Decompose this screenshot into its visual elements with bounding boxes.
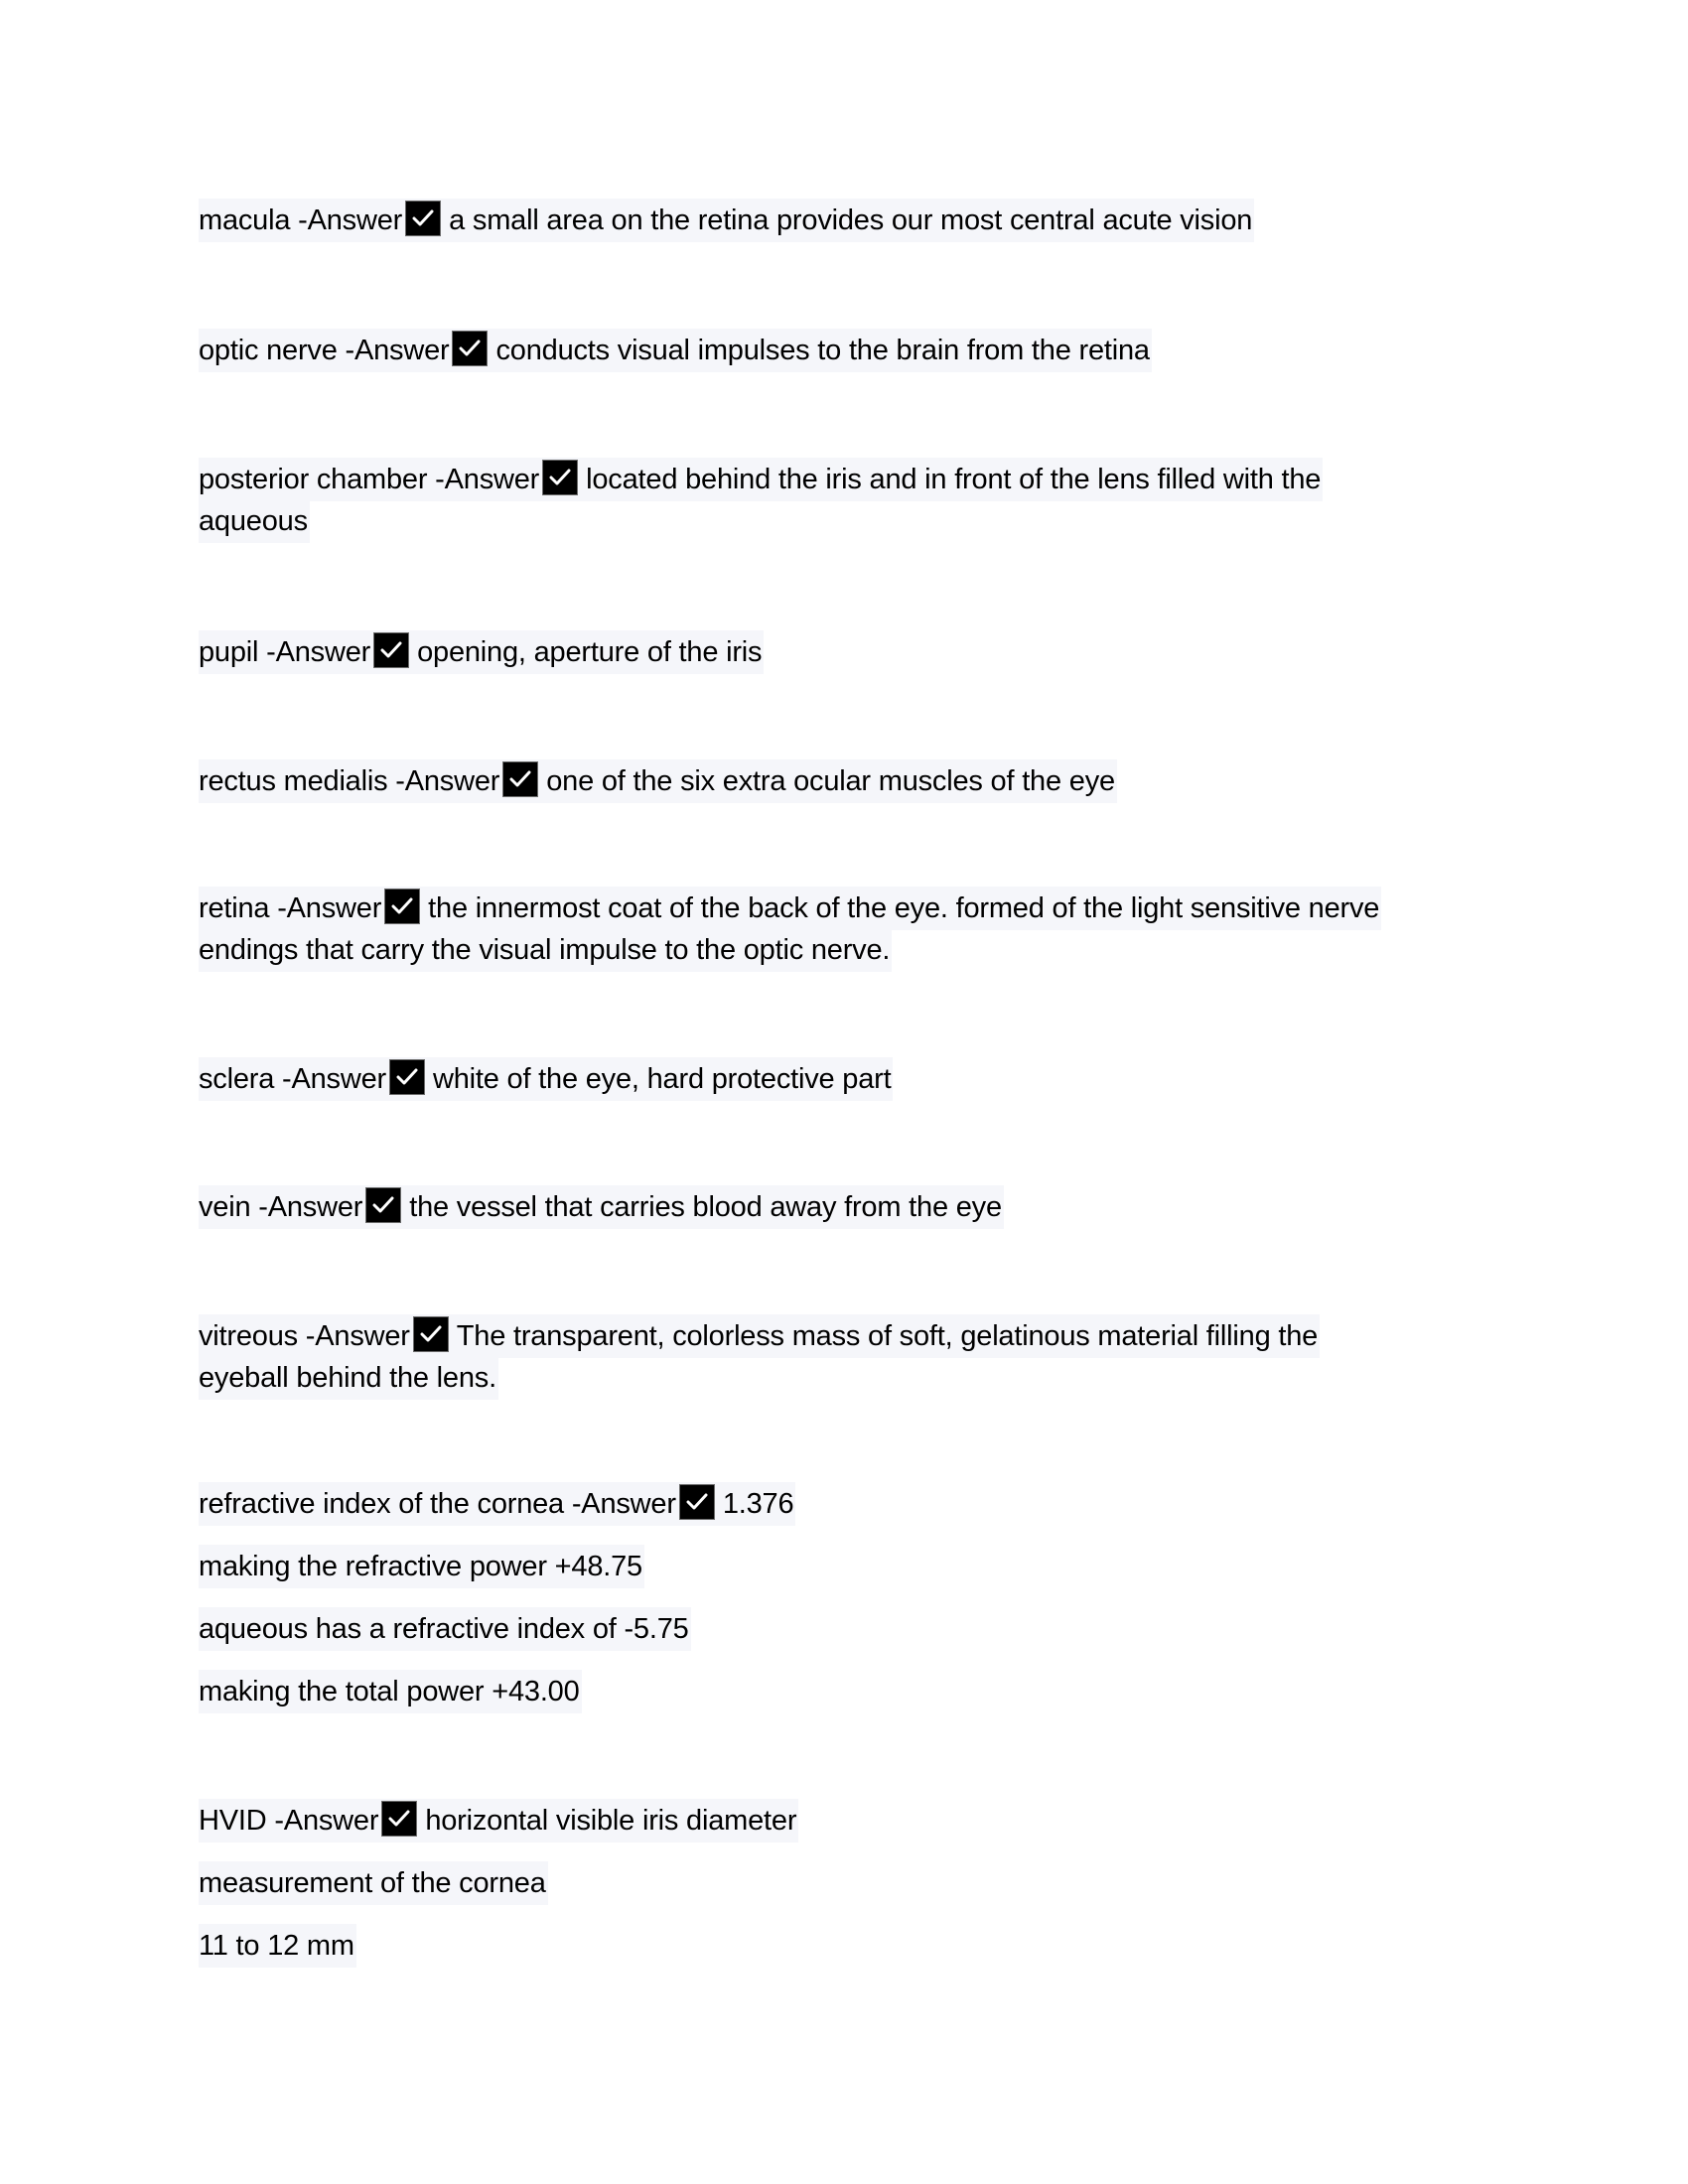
answer-extra-line: aqueous has a refractive index of -5.75 (199, 1607, 691, 1651)
flashcard-entry-hvid (199, 1799, 1499, 1966)
flashcard-entry-vein (199, 1185, 1499, 1227)
checkbox-checked-icon (384, 888, 420, 924)
flashcard-entry-optic-nerve (199, 329, 1499, 370)
term-label: vein -Answer (199, 1191, 363, 1223)
answer-text: the vessel that carries blood away from the eye (409, 1191, 1002, 1223)
entry-first-line (199, 630, 764, 674)
answer-extra-line: 11 to 12 mm (199, 1924, 356, 1968)
flashcard-entry-posterior-chamber (199, 458, 1499, 541)
answer-continuation: eyeball behind the lens. (199, 1356, 498, 1400)
flashcard-entry-pupil (199, 630, 1499, 672)
entry-first-line (199, 887, 1381, 930)
checkbox-checked-icon (381, 1801, 417, 1837)
term-label: sclera -Answer (199, 1063, 386, 1095)
answer-text: conducts visual impulses to the brain from the retina (495, 335, 1150, 366)
entry-first-line (199, 199, 1254, 242)
answer-extra-line: making the total power +43.00 (199, 1670, 582, 1713)
checkbox-checked-icon (502, 761, 538, 797)
entry-first-line (199, 1482, 795, 1526)
checkbox-checked-icon (405, 201, 441, 236)
flashcard-entry-sclera (199, 1057, 1499, 1099)
answer-text: 1.376 (722, 1488, 794, 1520)
term-label: refractive index of the cornea -Answer (199, 1488, 676, 1520)
checkbox-checked-icon (413, 1316, 449, 1352)
entry-first-line (199, 329, 1152, 372)
entry-first-line (199, 458, 1323, 501)
checkbox-checked-icon (373, 632, 409, 668)
answer-text: opening, aperture of the iris (417, 636, 763, 668)
answer-extra-line: making the refractive power +48.75 (199, 1545, 644, 1588)
term-label: posterior chamber -Answer (199, 464, 540, 495)
term-label: macula -Answer (199, 205, 403, 236)
term-label: optic nerve -Answer (199, 335, 450, 366)
checkbox-checked-icon (452, 331, 488, 366)
answer-text: a small area on the retina provides our most central acute vision (449, 205, 1253, 236)
checkbox-checked-icon (389, 1059, 425, 1095)
checkbox-checked-icon (542, 460, 578, 495)
term-label: pupil -Answer (199, 636, 371, 668)
answer-text: The transparent, colorless mass of soft, gelatinous material filling the (456, 1320, 1319, 1352)
flashcard-entry-macula (199, 199, 1499, 240)
entry-first-line (199, 759, 1117, 803)
entry-first-line (199, 1057, 893, 1101)
flashcard-entry-refractive-index-cornea (199, 1482, 1499, 1711)
checkbox-checked-icon (365, 1187, 401, 1223)
answer-continuation: endings that carry the visual impulse to the optic nerve. (199, 928, 892, 972)
entry-first-line (199, 1314, 1320, 1358)
flashcard-entry-vitreous (199, 1314, 1499, 1398)
answer-text: white of the eye, hard protective part (432, 1063, 892, 1095)
term-label: rectus medialis -Answer (199, 765, 500, 797)
answer-text: horizontal visible iris diameter (425, 1805, 797, 1837)
flashcard-entry-retina (199, 887, 1499, 970)
entry-first-line (199, 1799, 798, 1843)
answer-continuation: aqueous (199, 499, 310, 543)
entry-first-line (199, 1185, 1004, 1229)
answer-extra-line: measurement of the cornea (199, 1861, 548, 1905)
answer-text: the innermost coat of the back of the eye. formed of the light sensitive nerve (428, 892, 1380, 924)
checkbox-checked-icon (679, 1484, 715, 1520)
term-label: retina -Answer (199, 892, 382, 924)
term-label: vitreous -Answer (199, 1320, 410, 1352)
flashcard-entry-rectus-medialis (199, 759, 1499, 801)
answer-text: one of the six extra ocular muscles of the eye (546, 765, 1115, 797)
term-label: HVID -Answer (199, 1805, 379, 1837)
answer-text: located behind the iris and in front of the lens filled with the (586, 464, 1322, 495)
